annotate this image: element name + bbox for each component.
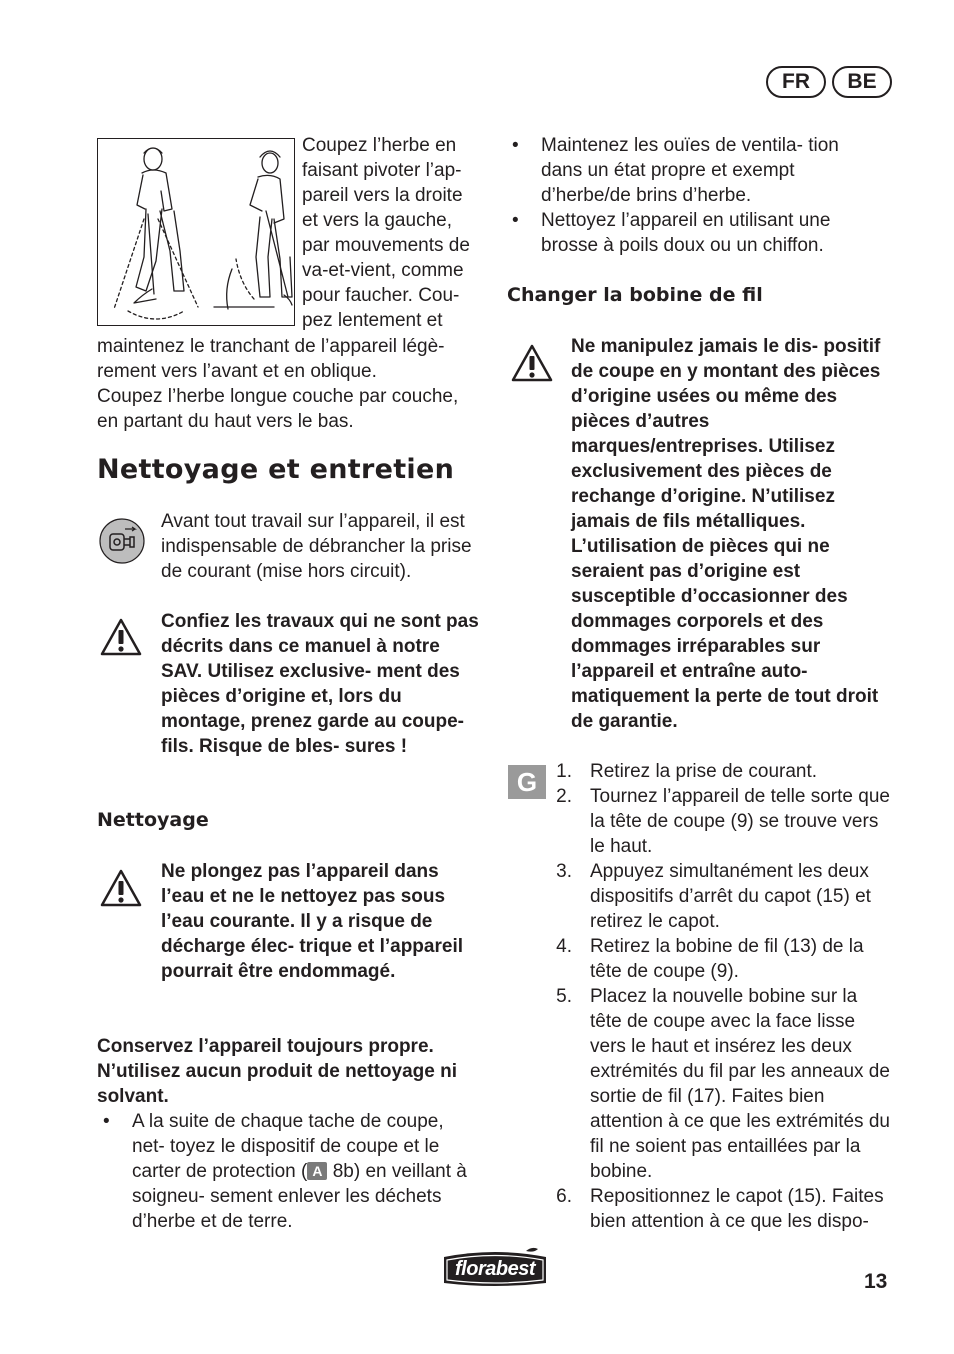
cleaning-heading: Nettoyage	[97, 809, 209, 831]
step-number: 2.	[556, 786, 572, 807]
step-text: Placez la nouvelle bobine sur la tête de coupe avec la face lisse vers le haut et insérez les deux extrémités du fil par les anneaux de sortie de fil (17). Faites bien attention à ce que les extrémités du fil ne soient pas entaillées par la bobine.	[590, 986, 890, 1182]
step-text: Appuyez simultanément les deux dispositifs d’arrêt du capot (15) et retirez le capot.	[590, 861, 871, 932]
step-number: 3.	[556, 861, 572, 882]
person-trimming-illustration	[98, 139, 294, 325]
unplug-icon	[98, 517, 146, 570]
page-number: 13	[864, 1270, 888, 1293]
step-number: 6.	[556, 1186, 572, 1207]
warning-icon	[99, 617, 143, 662]
list-item	[97, 1109, 481, 1234]
lang-badge-fr: FR	[766, 66, 826, 98]
spool-steps	[552, 759, 892, 1234]
mowing-intro-line: pour faucher. Cou-	[302, 285, 460, 306]
step-number: 4.	[556, 936, 572, 957]
mowing-intro-line: va-et-vient, comme	[302, 260, 464, 281]
mowing-intro-line: et vers la gauche,	[302, 210, 452, 231]
warning-icon	[99, 868, 143, 913]
step-item	[552, 859, 892, 934]
mowing-intro-line: par mouvements de	[302, 235, 470, 256]
step-number: 1.	[556, 761, 572, 782]
step-text: Tournez l’appareil de telle sorte que la tête de coupe (9) se trouve vers le haut.	[590, 786, 890, 857]
step-item	[552, 759, 892, 784]
step-number: 5.	[556, 986, 572, 1007]
list-item: • Maintenez les ouïes de ventila- tion dans un état propre et exempt d’herbe/de brins d’herbe.	[506, 133, 866, 208]
mowing-continue: maintenez le tranchant de l’appareil légè- rement vers l’avant et en oblique.	[97, 336, 445, 382]
logo-text: florabest	[455, 1258, 535, 1280]
warning-spool-text: Ne manipulez jamais le dis- positif de coupe en y montant des pièces d’origine usées ou même des pièces d’autres marques/entreprises. Utilisez exclusivement des pièces de rechange d’origine. N’utilisez jamais de fils métalliques. L’utilisation de pièces qui ne seraient pas d’origine est susceptible d’occasionner des dommages corporels et des dommages irréparables sur l’appareil et entraîne auto- matiquement la perte de tout droit de garantie.	[571, 336, 881, 732]
step-item	[552, 934, 892, 984]
keep-clean-text: Conservez l’appareil toujours propre. N’utilisez aucun produit de nettoyage ni solvant.	[97, 1036, 457, 1107]
unplug-text: Avant tout travail sur l’appareil, il est indispensable de débrancher la prise de courant (mise hors circuit).	[161, 511, 472, 582]
step-text: Repositionnez le capot (15). Faites bien attention à ce que les dispo-	[590, 1186, 884, 1232]
step-item	[552, 1184, 892, 1234]
bullet-text: 8b) en veillant à soigneu- sement enlever les déchets d’herbe et de terre.	[132, 1161, 467, 1232]
figure-badge-g: G	[508, 765, 546, 799]
list-item: • Nettoyez l’appareil en utilisant une brosse à poils doux ou un chiffon.	[506, 208, 866, 258]
mowing-intro-line: Coupez l’herbe en	[302, 135, 457, 156]
step-item	[552, 784, 892, 859]
warning-water-text: Ne plongez pas l’appareil dans l’eau et ne le nettoyez pas sous l’eau courante. Il y a risque de décharge élec- trique et l’appareil pourrait être endommagé.	[161, 861, 463, 982]
mowing-intro-line: pez lentement et	[302, 310, 443, 331]
warning-sav-text: Confiez les travaux qui ne sont pas décrits dans ce manuel à notre SAV. Utilisez exclusive- ment des pièces d’origine et, lors du montage, prenez garde au coupe-fils. Risque de bles- sures !	[161, 611, 479, 757]
bullet-text: A la suite de chaque tache de coupe, net- toyez le dispositif de coupe et le carter de protection (	[132, 1111, 444, 1182]
maintenance-bullets	[506, 133, 866, 258]
mowing-intro-line: pareil vers la droite	[302, 185, 463, 206]
step-text: Retirez la bobine de fil (13) de la tête de coupe (9).	[590, 936, 864, 982]
step-text: Retirez la prise de courant.	[590, 761, 818, 782]
spool-heading: Changer la bobine de fil	[507, 284, 763, 306]
cleaning-bullets	[97, 1109, 481, 1234]
figure-badge-a: A	[307, 1162, 327, 1180]
mowing-intro	[302, 133, 482, 333]
section-title: Nettoyage et entretien	[97, 454, 455, 485]
step-item	[552, 984, 892, 1184]
mowing-illustration	[97, 138, 295, 326]
florabest-logo	[438, 1245, 552, 1291]
mowing-layer-text: Coupez l’herbe longue couche par couche, en partant du haut vers le bas.	[97, 386, 459, 432]
warning-icon	[510, 343, 554, 388]
mowing-intro-line: faisant pivoter l’ap-	[302, 160, 462, 181]
lang-badge-be: BE	[832, 66, 892, 98]
language-badges	[766, 66, 892, 98]
